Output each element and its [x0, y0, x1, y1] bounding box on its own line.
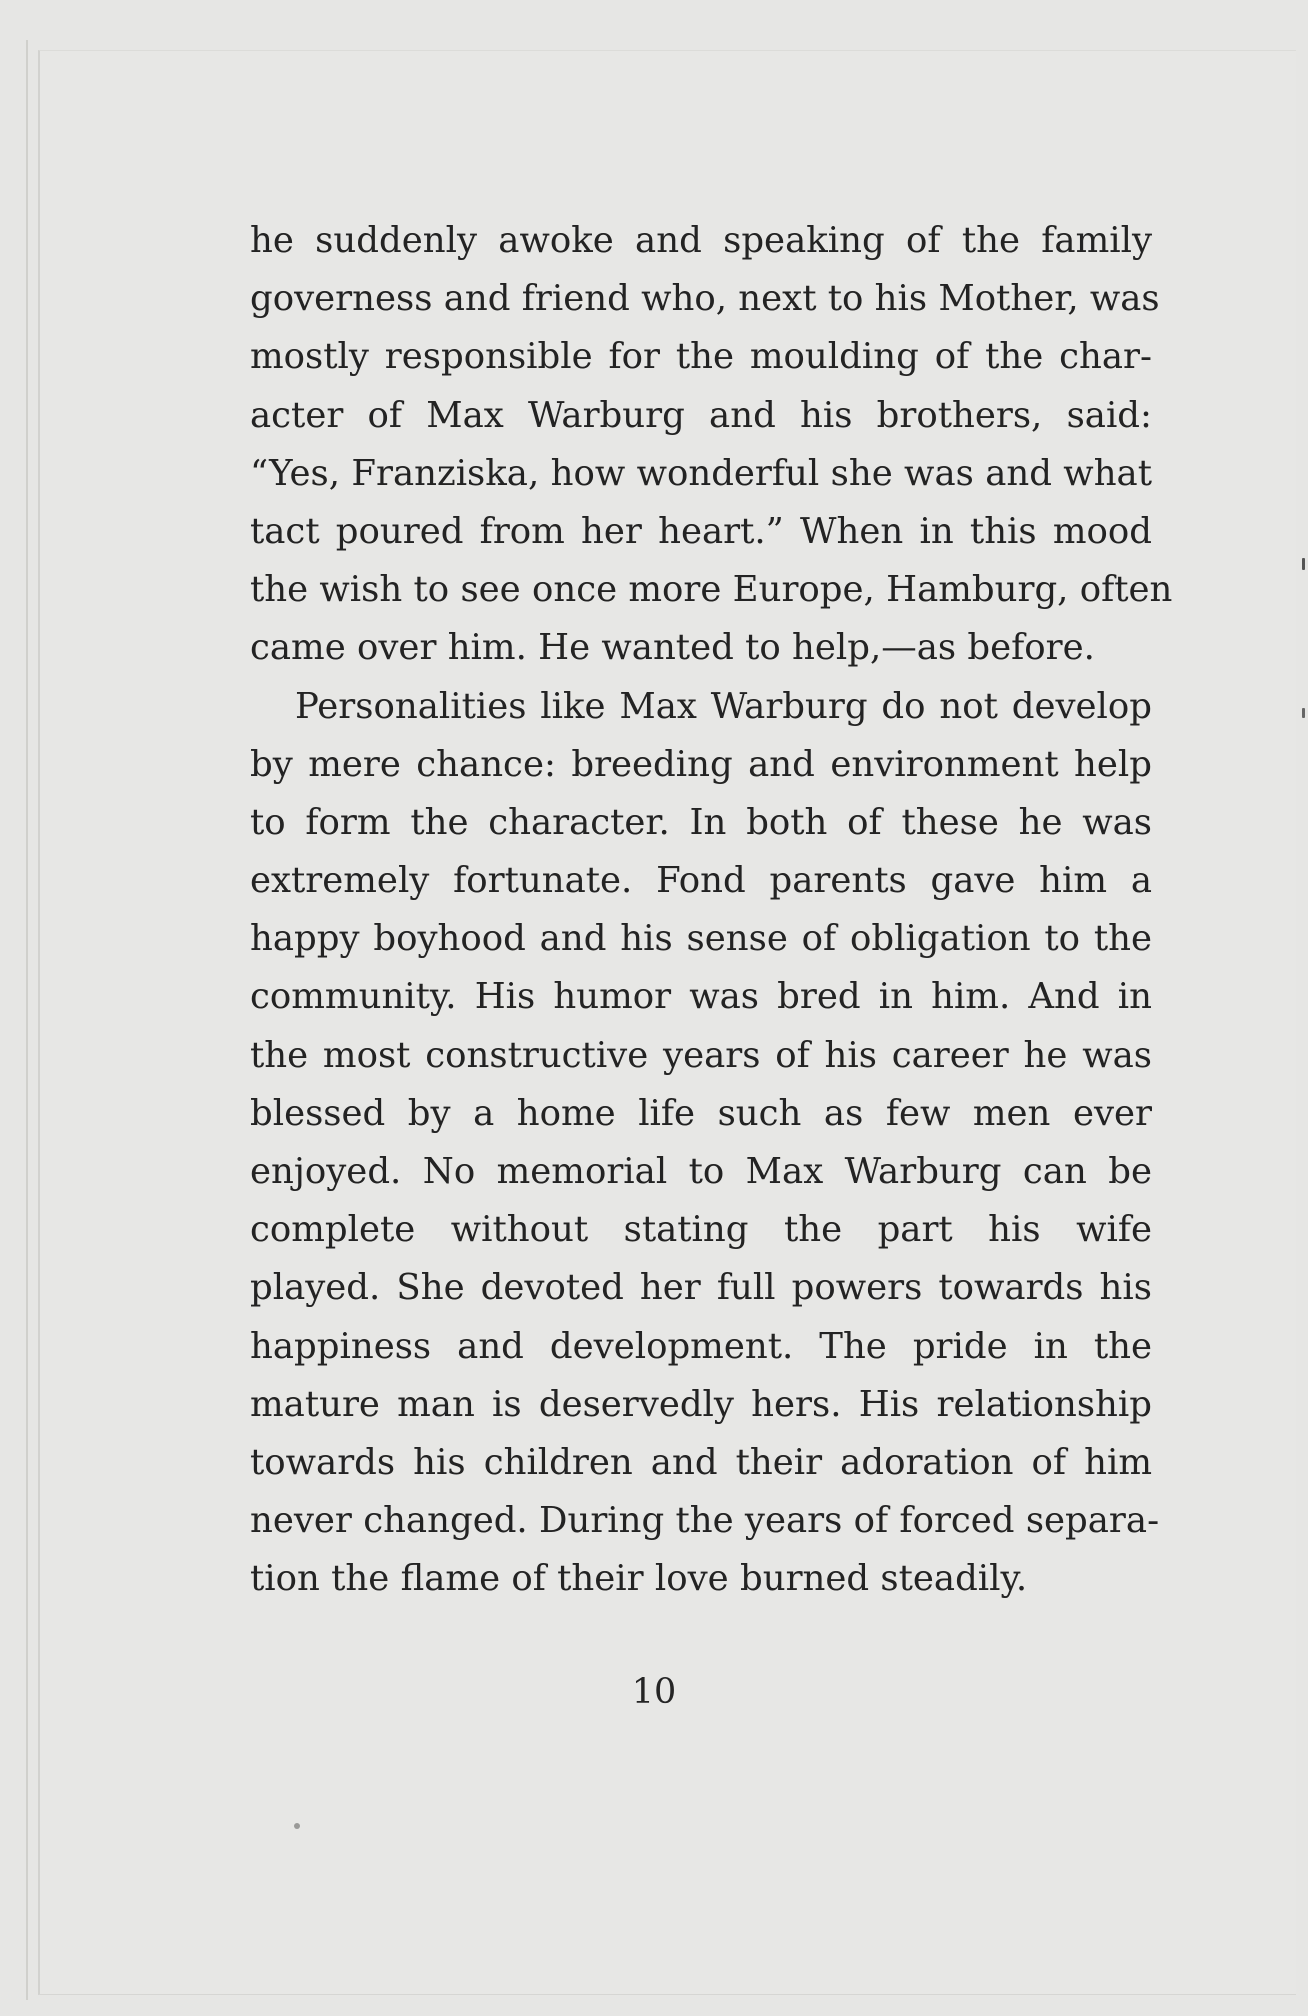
- text-line: the wish to see once more Europe, Hamburg, often: [250, 569, 1173, 611]
- text-line: he suddenly awoke and speaking of the family: [250, 220, 1152, 261]
- text-line: acter of Max Warburg and his brothers, said:: [250, 394, 1152, 436]
- text-line: enjoyed. No memorial to Max Warburg can be: [250, 1151, 1152, 1192]
- body-text: [250, 212, 1173, 1609]
- text-line: tion the flame of their love burned steadily.: [250, 1558, 1028, 1600]
- text-line: by mere chance: breeding and environment help: [250, 743, 1152, 785]
- paragraph-first-line: Personalities like Max Warburg do not develop: [295, 685, 1152, 727]
- scan-speck: [1302, 558, 1305, 570]
- text-line: mostly responsible for the moulding of the char-: [250, 336, 1152, 378]
- text-line: governess and friend who, next to his Mother, was: [250, 278, 1160, 320]
- scan-speck: [1302, 708, 1305, 718]
- text-line: happy boyhood and his sense of obligation to the: [250, 918, 1152, 960]
- text-line: never changed. During the years of forced separa-: [250, 1500, 1160, 1542]
- text-line: happiness and development. The pride in the: [250, 1325, 1152, 1367]
- text-line: to form the character. In both of these he was: [250, 801, 1152, 843]
- text-line: complete without stating the part his wife: [250, 1209, 1152, 1251]
- text-line: extremely fortunate. Fond parents gave him a: [250, 860, 1152, 902]
- text-line: tact poured from her heart.” When in this mood: [250, 510, 1152, 552]
- text-line: “Yes, Franziska, how wonderful she was and what: [250, 452, 1152, 494]
- text-line: played. She devoted her full powers towards his: [250, 1267, 1152, 1309]
- scan-speck: [294, 1823, 300, 1829]
- text-line: community. His humor was bred in him. And in: [250, 976, 1152, 1018]
- text-line: towards his children and their adoration of him: [250, 1441, 1152, 1483]
- text-line: mature man is deservedly hers. His relationship: [250, 1383, 1152, 1425]
- text-line: came over him. He wanted to help,—as before.: [250, 627, 1095, 669]
- text-line: the most constructive years of his career he was: [250, 1034, 1152, 1076]
- text-line: blessed by a home life such as few men ever: [250, 1092, 1152, 1134]
- page-number: 10: [631, 1672, 677, 1712]
